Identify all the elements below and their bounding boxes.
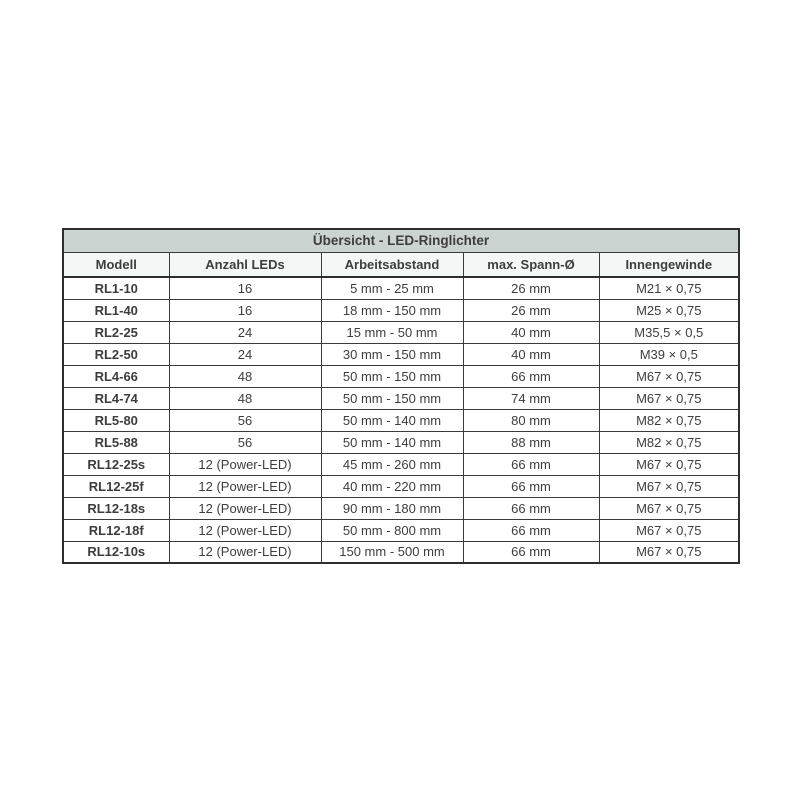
cell-max-spann-durchmesser: 66 mm bbox=[463, 453, 599, 475]
cell-max-spann-durchmesser: 26 mm bbox=[463, 299, 599, 321]
cell-arbeitsabstand: 50 mm - 150 mm bbox=[321, 365, 463, 387]
cell-modell: RL2-50 bbox=[63, 343, 169, 365]
cell-max-spann-durchmesser: 66 mm bbox=[463, 475, 599, 497]
column-header-arbeitsabstand: Arbeitsabstand bbox=[321, 252, 463, 277]
cell-arbeitsabstand: 90 mm - 180 mm bbox=[321, 497, 463, 519]
cell-anzahl-leds: 56 bbox=[169, 409, 321, 431]
cell-anzahl-leds: 12 (Power-LED) bbox=[169, 475, 321, 497]
cell-innengewinde: M35,5 × 0,5 bbox=[599, 321, 739, 343]
cell-innengewinde: M67 × 0,75 bbox=[599, 387, 739, 409]
table-row bbox=[63, 453, 739, 475]
cell-arbeitsabstand: 40 mm - 220 mm bbox=[321, 475, 463, 497]
column-header-max-spann-durchmesser: max. Spann-Ø bbox=[463, 252, 599, 277]
cell-modell: RL12-18f bbox=[63, 519, 169, 541]
cell-anzahl-leds: 16 bbox=[169, 277, 321, 299]
table-row bbox=[63, 541, 739, 563]
cell-modell: RL5-80 bbox=[63, 409, 169, 431]
cell-anzahl-leds: 12 (Power-LED) bbox=[169, 453, 321, 475]
cell-anzahl-leds: 16 bbox=[169, 299, 321, 321]
cell-max-spann-durchmesser: 40 mm bbox=[463, 343, 599, 365]
cell-innengewinde: M67 × 0,75 bbox=[599, 475, 739, 497]
cell-modell: RL2-25 bbox=[63, 321, 169, 343]
cell-anzahl-leds: 12 (Power-LED) bbox=[169, 541, 321, 563]
cell-arbeitsabstand: 50 mm - 140 mm bbox=[321, 431, 463, 453]
table-title-row bbox=[63, 229, 739, 252]
table-row bbox=[63, 431, 739, 453]
cell-modell: RL12-18s bbox=[63, 497, 169, 519]
header-row bbox=[63, 252, 739, 277]
table-row bbox=[63, 365, 739, 387]
cell-anzahl-leds: 56 bbox=[169, 431, 321, 453]
cell-modell: RL4-66 bbox=[63, 365, 169, 387]
cell-max-spann-durchmesser: 66 mm bbox=[463, 497, 599, 519]
cell-max-spann-durchmesser: 74 mm bbox=[463, 387, 599, 409]
column-header-anzahl-leds: Anzahl LEDs bbox=[169, 252, 321, 277]
cell-max-spann-durchmesser: 66 mm bbox=[463, 541, 599, 563]
table-row bbox=[63, 387, 739, 409]
table-row bbox=[63, 343, 739, 365]
cell-innengewinde: M67 × 0,75 bbox=[599, 519, 739, 541]
cell-max-spann-durchmesser: 80 mm bbox=[463, 409, 599, 431]
column-header-innengewinde: Innengewinde bbox=[599, 252, 739, 277]
cell-max-spann-durchmesser: 40 mm bbox=[463, 321, 599, 343]
cell-modell: RL12-25f bbox=[63, 475, 169, 497]
table-row bbox=[63, 497, 739, 519]
cell-arbeitsabstand: 18 mm - 150 mm bbox=[321, 299, 463, 321]
cell-innengewinde: M82 × 0,75 bbox=[599, 409, 739, 431]
cell-arbeitsabstand: 50 mm - 150 mm bbox=[321, 387, 463, 409]
cell-anzahl-leds: 48 bbox=[169, 387, 321, 409]
cell-innengewinde: M21 × 0,75 bbox=[599, 277, 739, 299]
cell-modell: RL5-88 bbox=[63, 431, 169, 453]
cell-modell: RL12-25s bbox=[63, 453, 169, 475]
table-row bbox=[63, 409, 739, 431]
cell-arbeitsabstand: 5 mm - 25 mm bbox=[321, 277, 463, 299]
cell-anzahl-leds: 48 bbox=[169, 365, 321, 387]
cell-innengewinde: M39 × 0,5 bbox=[599, 343, 739, 365]
cell-max-spann-durchmesser: 26 mm bbox=[463, 277, 599, 299]
cell-max-spann-durchmesser: 88 mm bbox=[463, 431, 599, 453]
cell-innengewinde: M67 × 0,75 bbox=[599, 541, 739, 563]
table-row bbox=[63, 519, 739, 541]
cell-max-spann-durchmesser: 66 mm bbox=[463, 365, 599, 387]
cell-arbeitsabstand: 45 mm - 260 mm bbox=[321, 453, 463, 475]
cell-arbeitsabstand: 150 mm - 500 mm bbox=[321, 541, 463, 563]
cell-innengewinde: M67 × 0,75 bbox=[599, 365, 739, 387]
cell-arbeitsabstand: 30 mm - 150 mm bbox=[321, 343, 463, 365]
cell-innengewinde: M67 × 0,75 bbox=[599, 497, 739, 519]
cell-innengewinde: M82 × 0,75 bbox=[599, 431, 739, 453]
cell-modell: RL1-10 bbox=[63, 277, 169, 299]
table-row bbox=[63, 475, 739, 497]
cell-arbeitsabstand: 50 mm - 140 mm bbox=[321, 409, 463, 431]
column-header-modell: Modell bbox=[63, 252, 169, 277]
cell-arbeitsabstand: 50 mm - 800 mm bbox=[321, 519, 463, 541]
cell-arbeitsabstand: 15 mm - 50 mm bbox=[321, 321, 463, 343]
led-ringlight-table bbox=[62, 228, 740, 564]
cell-modell: RL4-74 bbox=[63, 387, 169, 409]
cell-anzahl-leds: 12 (Power-LED) bbox=[169, 497, 321, 519]
cell-innengewinde: M67 × 0,75 bbox=[599, 453, 739, 475]
cell-anzahl-leds: 24 bbox=[169, 321, 321, 343]
led-ringlight-overview bbox=[62, 228, 738, 564]
cell-anzahl-leds: 24 bbox=[169, 343, 321, 365]
cell-anzahl-leds: 12 (Power-LED) bbox=[169, 519, 321, 541]
table-row bbox=[63, 277, 739, 299]
table-row bbox=[63, 321, 739, 343]
cell-modell: RL12-10s bbox=[63, 541, 169, 563]
cell-modell: RL1-40 bbox=[63, 299, 169, 321]
cell-max-spann-durchmesser: 66 mm bbox=[463, 519, 599, 541]
table-row bbox=[63, 299, 739, 321]
table-title: Übersicht - LED-Ringlichter bbox=[63, 229, 739, 252]
cell-innengewinde: M25 × 0,75 bbox=[599, 299, 739, 321]
